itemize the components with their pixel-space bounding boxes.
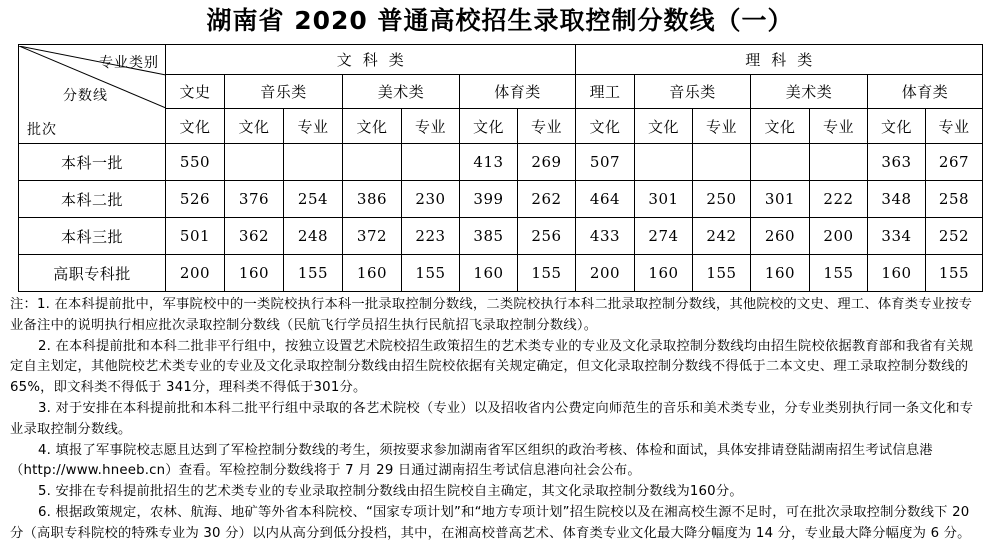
score-cell: 200 — [576, 255, 635, 292]
score-cell: 254 — [284, 181, 343, 218]
col-header-major: 专业 — [518, 109, 576, 144]
score-cell: 301 — [751, 181, 810, 218]
score-cell: 385 — [460, 218, 518, 255]
score-cell: 399 — [460, 181, 518, 218]
note-paragraph: 6. 根据政策规定，农林、航海、地矿等外省本科院校、“国家专项计划”和“地方专项计划”招生院校以及在湘高校生源不足时，可在批次录取控制分数线下 20 分（高职专科院校的特殊专业为 30 分）以内从高分到低分投档，其中，在湘高校普高艺术、体育类专业文化最大降分幅度为 14 分，专业最大降分幅度为 6 分。 — [10, 504, 971, 541]
score-cell: 413 — [460, 144, 518, 181]
notes-section — [10, 295, 985, 545]
score-cell — [693, 144, 751, 181]
score-cell: 252 — [926, 218, 983, 255]
score-cell — [225, 144, 284, 181]
score-cell — [635, 144, 693, 181]
score-cell: 155 — [926, 255, 983, 292]
score-cell: 160 — [225, 255, 284, 292]
score-cell: 267 — [926, 144, 983, 181]
score-cell: 526 — [166, 181, 225, 218]
score-cell: 260 — [751, 218, 810, 255]
col-header-culture: 文化 — [868, 109, 926, 144]
score-cell: 155 — [284, 255, 343, 292]
score-cell: 155 — [518, 255, 576, 292]
score-cell: 362 — [225, 218, 284, 255]
score-cell: 248 — [284, 218, 343, 255]
group-header-liberal-arts: 文 科 类 — [166, 45, 576, 75]
col-header-major: 专业 — [810, 109, 868, 144]
score-cell: 155 — [402, 255, 460, 292]
score-cell: 386 — [343, 181, 402, 218]
score-cell: 200 — [810, 218, 868, 255]
note-paragraph: 4. 填报了军事院校志愿且达到了军检控制分数线的考生，须按要求参加湖南省军区组织的政治考核、体检和面试，具体安排请登陆湖南招生考试信息港（http://www.hneeb.cn）查看。军检控制分数线将于 7 月 29 日通过湖南招生考试信息港向社会公布。 — [10, 442, 933, 479]
corner-label-score: 分数线 — [63, 88, 108, 104]
score-cell — [751, 144, 810, 181]
score-cell: 160 — [343, 255, 402, 292]
sub-header-art: 美术类 — [751, 75, 868, 109]
col-header-culture: 文化 — [166, 109, 225, 144]
page-title: 湖南省 2020 普通高校招生录取控制分数线（一） — [206, 6, 794, 35]
score-cell: 256 — [518, 218, 576, 255]
col-header-major: 专业 — [284, 109, 343, 144]
col-header-culture: 文化 — [635, 109, 693, 144]
score-cell: 242 — [693, 218, 751, 255]
score-cell: 464 — [576, 181, 635, 218]
score-cell: 550 — [166, 144, 225, 181]
sub-header-music: 音乐类 — [635, 75, 751, 109]
corner-header-cell — [19, 45, 166, 144]
col-header-culture: 文化 — [751, 109, 810, 144]
score-cell: 269 — [518, 144, 576, 181]
col-header-major: 专业 — [926, 109, 983, 144]
col-header-major: 专业 — [693, 109, 751, 144]
score-cell: 160 — [868, 255, 926, 292]
note-paragraph: 3. 对于安排在本科提前批和本科二批平行组中录取的各艺术院校（专业）以及招收省内公费定向师范生的音乐和美术类专业，分专业类别执行同一条文化和专业录取控制分数线。 — [10, 400, 974, 437]
sub-header-sports: 体育类 — [460, 75, 576, 109]
score-cell: 348 — [868, 181, 926, 218]
sub-header-ligong: 理工 — [576, 75, 635, 109]
col-header-culture: 文化 — [343, 109, 402, 144]
batch-label: 本科二批 — [19, 181, 166, 218]
col-header-culture: 文化 — [460, 109, 518, 144]
score-cell: 507 — [576, 144, 635, 181]
table-row — [19, 255, 983, 292]
corner-label-batch: 批次 — [27, 122, 57, 138]
col-header-major: 专业 — [402, 109, 460, 144]
corner-label-category: 专业类别 — [99, 55, 159, 71]
group-header-science: 理 科 类 — [576, 45, 983, 75]
score-cell: 155 — [693, 255, 751, 292]
score-cell: 363 — [868, 144, 926, 181]
score-cell: 160 — [635, 255, 693, 292]
batch-label: 高职专科批 — [19, 255, 166, 292]
score-cell: 222 — [810, 181, 868, 218]
score-cell — [284, 144, 343, 181]
score-cell: 262 — [518, 181, 576, 218]
note-paragraph: 5. 安排在专科提前批招生的艺术类专业的专业录取控制分数线由招生院校自主确定，其文化录取控制分数线为160分。 — [38, 484, 743, 500]
score-cell: 301 — [635, 181, 693, 218]
table-row — [19, 144, 983, 181]
batch-label: 本科三批 — [19, 218, 166, 255]
sub-header-sports: 体育类 — [868, 75, 983, 109]
score-cell: 258 — [926, 181, 983, 218]
score-cell: 230 — [402, 181, 460, 218]
sub-header-wenshi: 文史 — [166, 75, 225, 109]
note-paragraph: 2. 在本科提前批和本科二批非平行组中，按独立设置艺术院校招生政策招生的艺术类专业的专业及文化录取控制分数线均由招生院校依据教育部和我省有关规定自主划定，其他院校艺术类专业的专业及文化录取控制分数线由招生院校依据有关规定确定，但文化录取控制分数线不得低于二本文史、理工录取控制分数线的65%，即文科类不得低于 341分，理科类不得低于301分。 — [10, 338, 974, 396]
score-cell — [402, 144, 460, 181]
note-paragraph: 注：1. 在本科提前批中，军事院校中的一类院校执行本科一批录取控制分数线，二类院校执行本科二批录取控制分数线，其他院校的文史、理工、体育类专业按专业备注中的说明执行相应批次录取控制分数线（民航飞行学员招生执行民航招飞录取控制分数线）。 — [10, 297, 973, 333]
table-row — [19, 218, 983, 255]
batch-label: 本科一批 — [19, 144, 166, 181]
score-cell: 250 — [693, 181, 751, 218]
score-cell: 372 — [343, 218, 402, 255]
table-row — [19, 181, 983, 218]
score-cell: 223 — [402, 218, 460, 255]
score-cell: 155 — [810, 255, 868, 292]
score-cell: 433 — [576, 218, 635, 255]
score-cell: 160 — [460, 255, 518, 292]
score-cell: 160 — [751, 255, 810, 292]
col-header-culture: 文化 — [225, 109, 284, 144]
score-cell: 334 — [868, 218, 926, 255]
score-cell: 200 — [166, 255, 225, 292]
sub-header-music: 音乐类 — [225, 75, 343, 109]
sub-header-art: 美术类 — [343, 75, 460, 109]
col-header-culture: 文化 — [576, 109, 635, 144]
score-cell — [810, 144, 868, 181]
score-cell: 376 — [225, 181, 284, 218]
score-cell: 274 — [635, 218, 693, 255]
score-cell: 501 — [166, 218, 225, 255]
score-cell — [343, 144, 402, 181]
score-table — [18, 44, 983, 292]
